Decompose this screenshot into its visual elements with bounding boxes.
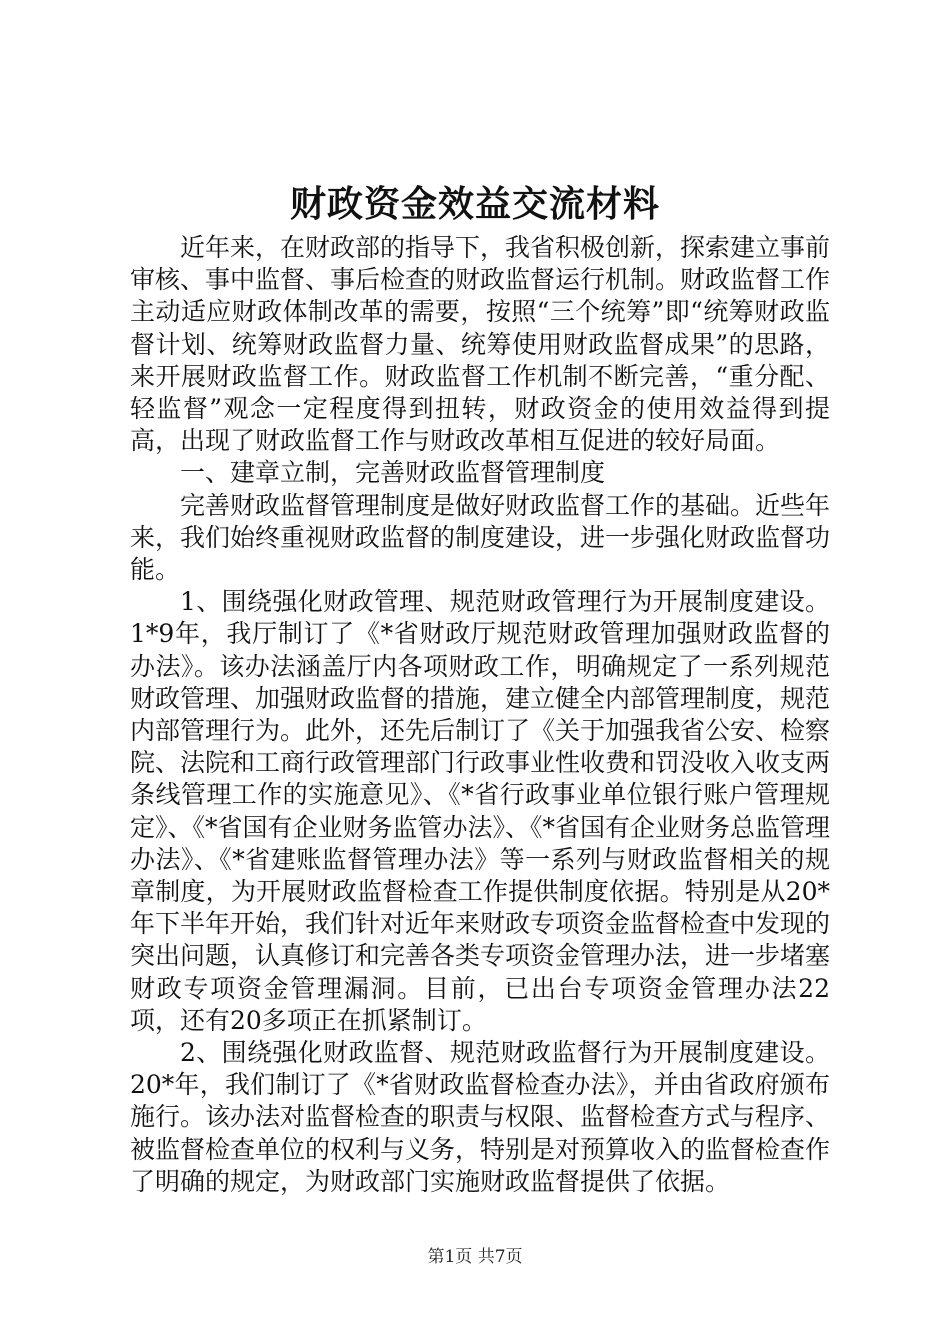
intro-paragraph: 近年来，在财政部的指导下，我省积极创新，探索建立事前审核、事中监督、事后检查的财政监督运行机制。财政监督工作主动适应财政体制改革的需要，按照“三个统筹”即“统筹财政监督计划、统筹财政监督力量、统筹使用财政监督成果”的思路，来开展财政监督工作。财政监督工作机制不断完善，“重分配、轻监督”观念一定程度得到扭转，财政资金的使用效益得到提高，出现了财政监督工作与财政改革相互促进的较好局面。 — [130, 233, 831, 456]
section-heading: 一、建章立制，完善财政监督管理制度 — [180, 458, 606, 488]
page-number: 第1页 共7页 — [427, 1247, 523, 1267]
section-intro-paragraph: 完善财政监督管理制度是做好财政监督工作的基础。近些年来，我们始终重视财政监督的制度建设，进一步强化财政监督功能。 — [130, 490, 831, 585]
item-2-paragraph: 2、围绕强化财政监督、规范财政监督行为开展制度建设。20*年，我们制订了《*省财政监督检查办法》，并由省政府颁布施行。该办法对监督检查的职责与权限、监督检查方式与程序、被监督检查单位的权利与义务，特别是对预算收入的监督检查作了明确的规定，为财政部门实施财政监督提供了依据。 — [130, 1038, 831, 1196]
document-body — [130, 232, 830, 1198]
document-title: 财政资金效益交流材料 — [289, 183, 660, 225]
item-1-paragraph: 1、围绕强化财政管理、规范财政管理行为开展制度建设。1*9年，我厅制订了《*省财政厅规范财政管理加强财政监督的办法》。该办法涵盖厅内各项财政工作，明确规定了一系列规范财政管理、加强财政监督的措施，建立健全内部管理制度，规范内部管理行为。此外，还先后制订了《关于加强我省公安、检察院、法院和工商行政管理部门行政事业性收费和罚没收入收支两条线管理工作的实施意见》、《*省行政事业单位银行账户管理规定》、《*省国有企业财务监管办法》、《*省国有企业财务总监管理办法》、《*省建账监督管理办法》等一系列与财政监督相关的规章制度，为开展财政监督检查工作提供制度依据。特别是从20*年下半年开始，我们针对近年来财政专项资金监督检查中发现的突出问题，认真修订和完善各类专项资金管理办法，进一步堵塞财政专项资金管理漏洞。目前，已出台专项资金管理办法22项，还有20多项正在抓紧制订。 — [130, 587, 831, 1035]
